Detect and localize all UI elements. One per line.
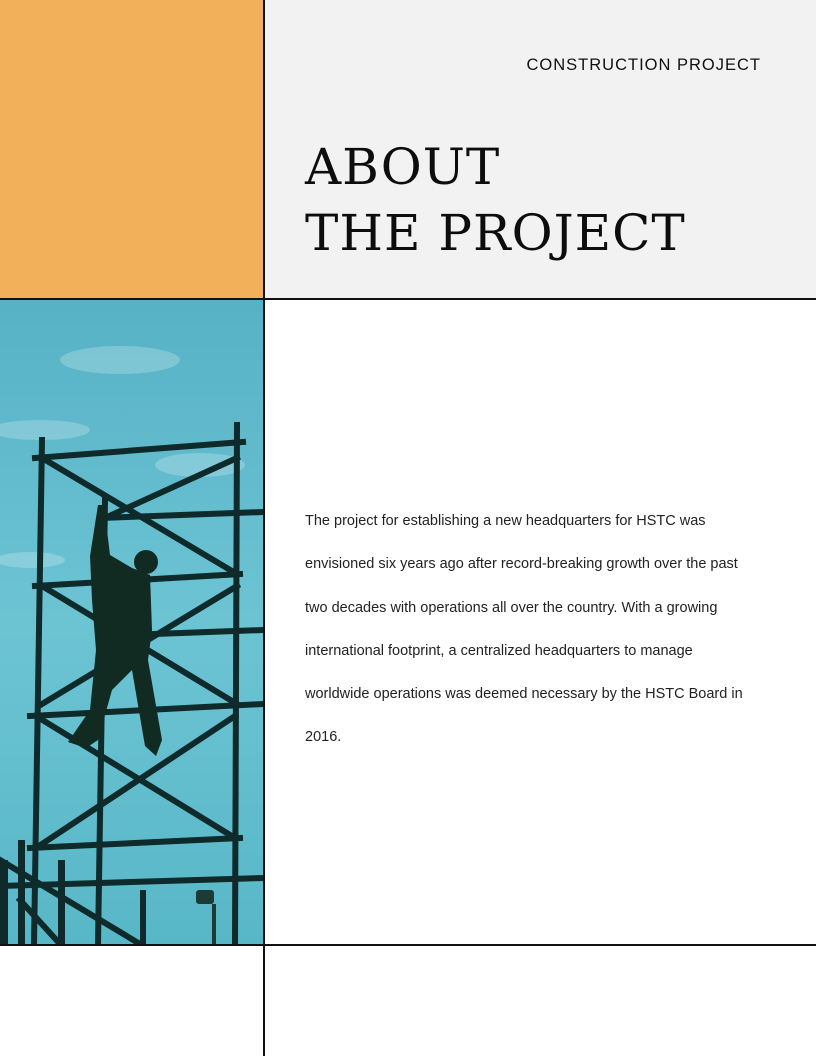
bottom-right-cell xyxy=(265,946,816,1056)
project-description: The project for establishing a new headquarters for HSTC was envisioned six years ago after record-breaking growth over the past two decades with operations all over the country. With a growing international footprint, a centralized headquarters to manage worldwide operations was deemed necessary by the HSTC Board in 2016. xyxy=(305,513,743,746)
scaffolding-photo xyxy=(0,300,263,944)
header-panel xyxy=(265,0,816,298)
horizontal-divider-top xyxy=(0,298,816,300)
horizontal-divider-bottom xyxy=(0,944,816,946)
bottom-left-cell xyxy=(0,946,263,1056)
vertical-divider xyxy=(263,0,265,1056)
title-line-2: THE PROJECT xyxy=(305,204,686,262)
eyebrow-label: CONSTRUCTION PROJECT xyxy=(526,56,761,74)
orange-accent-block xyxy=(0,0,263,298)
title-line-1: ABOUT xyxy=(305,138,501,196)
body-panel xyxy=(265,300,816,944)
page-title xyxy=(305,134,686,266)
